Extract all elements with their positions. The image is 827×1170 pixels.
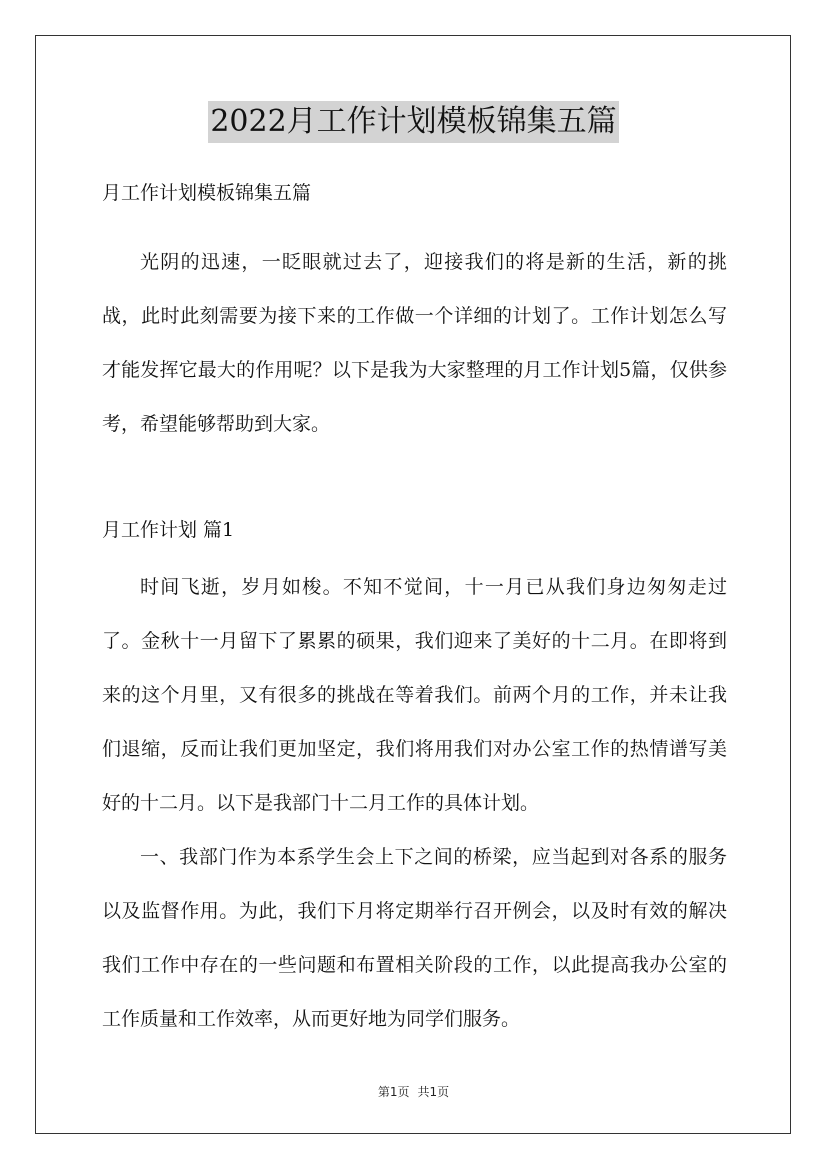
page-number: 第1页 [377,1085,410,1099]
page-footer [0,1083,827,1100]
document-subtitle: 月工作计划模板锦集五篇 [102,182,312,204]
section-paragraph: 一、我部门作为本系学生会上下之间的桥梁，应当起到对各系的服务以及监督作用。为此，我们下月将定期举行召开例会，以及时有效的解决我们工作中存在的一些问题和布置相关阶段的工作，以此提高我办公室的工作质量和工作效率，从而更好地为同学们服务。 [102,846,727,1030]
section-paragraph: 时间飞逝，岁月如梭。不知不觉间，十一月已从我们身边匆匆走过了。金秋十一月留下了累累的硕果，我们迎来了美好的十二月。在即将到来的这个月里，又有很多的挑战在等着我们。前两个月的工作，并未让我们退缩，反而让我们更加坚定，我们将用我们对办公室工作的热情谱写美好的十二月。以下是我部门十二月工作的具体计划。 [102,576,727,814]
intro-paragraph: 光阴的迅速，一眨眼就过去了，迎接我们的将是新的生活，新的挑战，此时此刻需要为接下来的工作做一个详细的计划了。工作计划怎么写才能发挥它最大的作用呢？以下是我为大家整理的月工作计划5篇，仅供参考，希望能够帮助到大家。 [102,251,727,435]
section-heading: 月工作计划 篇1 [102,519,235,541]
page-total: 共1页 [417,1085,450,1099]
document-title: 2022月工作计划模板锦集五篇 [208,101,618,143]
document-body [102,178,727,1046]
title-container [0,101,827,143]
